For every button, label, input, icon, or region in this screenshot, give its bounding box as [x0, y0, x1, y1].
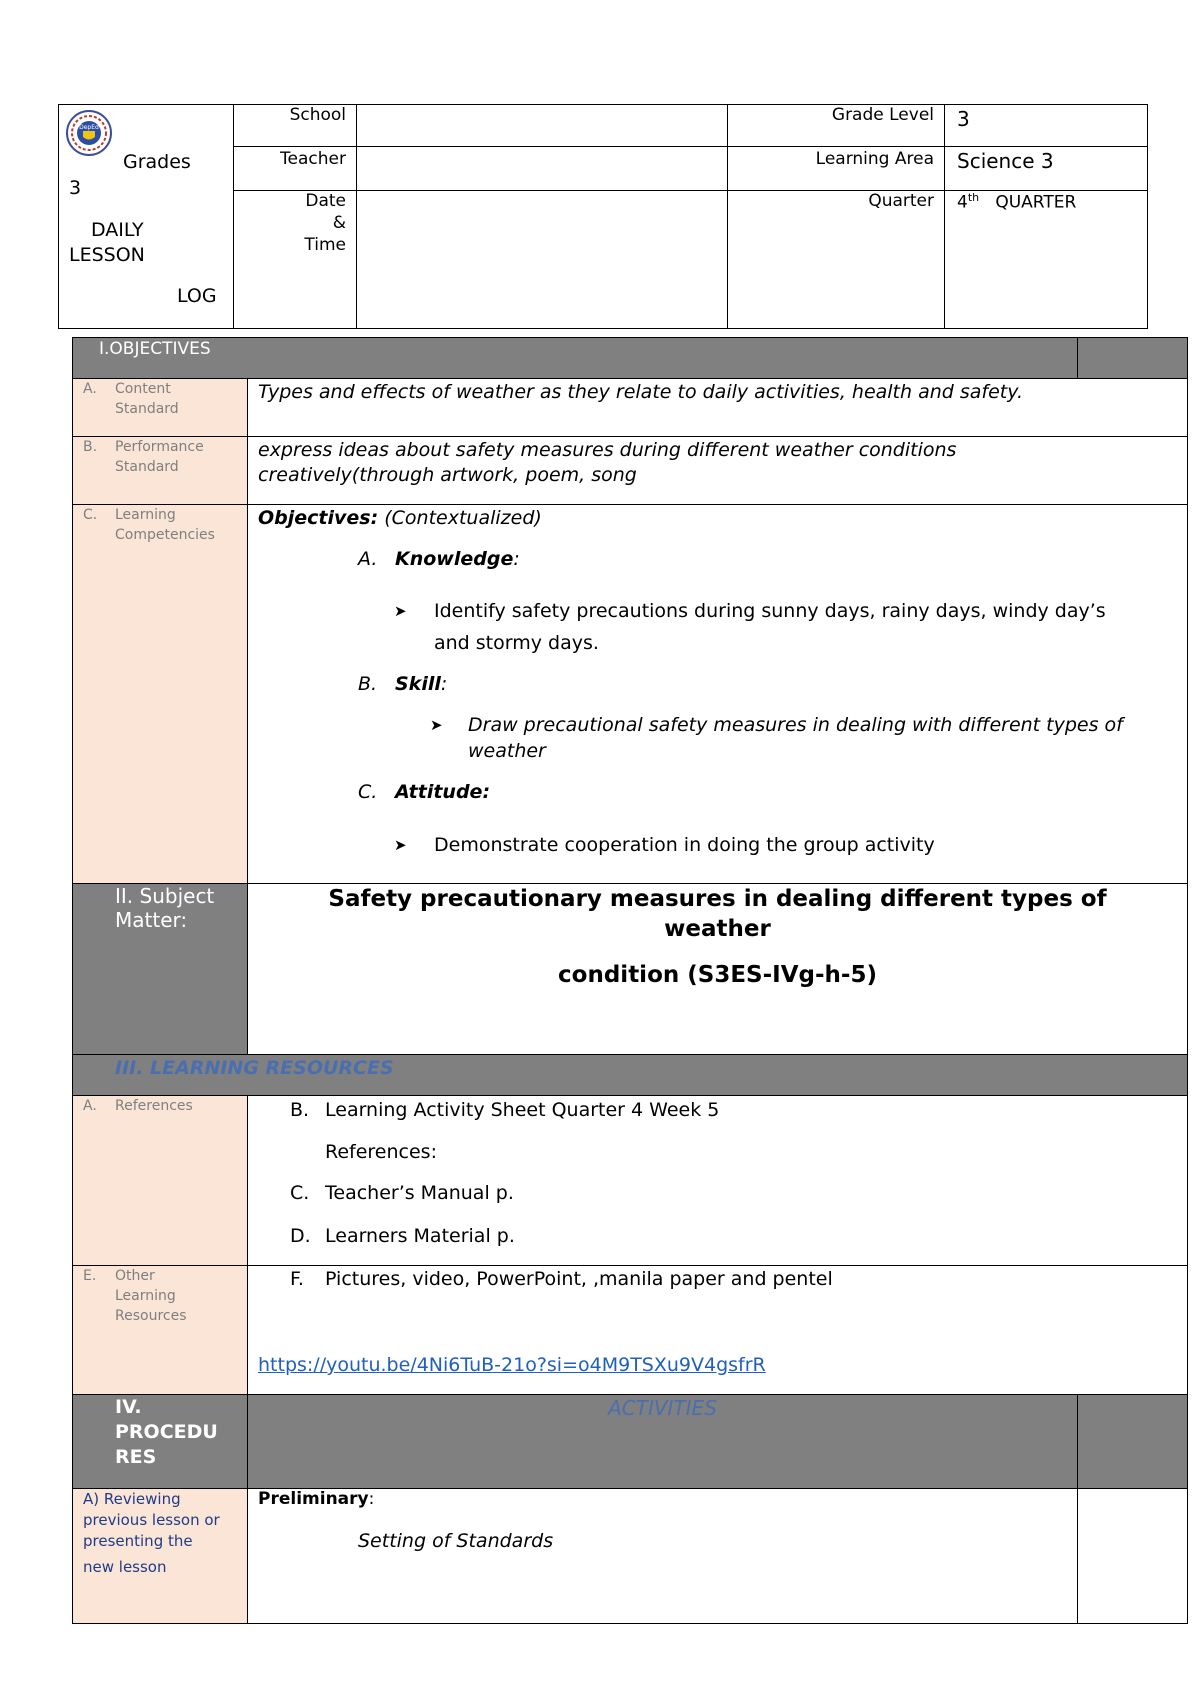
learning-competencies-label-2: Competencies [115, 527, 215, 543]
procedures-label-3: RES [115, 1446, 157, 1468]
reference-item-c-letter: C. [290, 1182, 310, 1204]
references-label [83, 1096, 193, 1116]
objectives-heading-extra-cell [1077, 337, 1188, 379]
grade-level-label-cell [727, 104, 945, 147]
attitude-letter: C. [358, 781, 378, 803]
reviewing-label-2: previous lesson or [83, 1511, 220, 1529]
reviewing-label-cell [72, 1488, 248, 1624]
quarter-label: Quarter [868, 191, 934, 211]
school-label: School [289, 105, 346, 125]
performance-standard-label-cell [72, 436, 248, 505]
reference-item-d-text: Learners Material p. [325, 1225, 515, 1247]
content-standard-text: Types and effects of weather as they relate to daily activities, health and safety. [258, 381, 1024, 403]
learning-area-value: Science 3 [957, 149, 1054, 173]
knowledge-item-1: Identify safety precautions during sunny days, rainy days, windy day’s [434, 600, 1106, 622]
learning-competencies-letter: C. [83, 507, 98, 523]
reviewing-label-3: presenting the [83, 1532, 193, 1550]
skill-bullet-icon: ➤ [430, 716, 443, 734]
objectives-heading: I.OBJECTIVES [99, 339, 211, 359]
objectives-title [258, 505, 542, 531]
preliminary-heading [258, 1489, 374, 1509]
quarter-number: 4 [957, 192, 968, 213]
skill-item-1: Draw precautional safety measures in dealing with different types of [468, 714, 1123, 736]
preliminary-colon: : [368, 1489, 375, 1509]
skill-label: Skill [395, 673, 441, 695]
objectives-heading-row [72, 337, 1078, 379]
youtube-link[interactable]: https://youtu.be/4Ni6TuB-21o?si=o4M9TSXu9V4gsfrR [258, 1354, 766, 1376]
content-standard-cell [247, 378, 1188, 437]
grade-level-label: Grade Level [831, 105, 934, 125]
attitude-item: Demonstrate cooperation in doing the group activity [434, 834, 935, 856]
knowledge-heading [358, 546, 520, 572]
title-daily: DAILY [91, 219, 144, 241]
quarter-text: QUARTER [995, 192, 1077, 213]
learning-area-label-cell [727, 146, 945, 191]
title-log: LOG [177, 285, 217, 307]
date-time-field[interactable] [356, 190, 728, 329]
references-label-cell [72, 1095, 248, 1266]
learning-area-label: Learning Area [815, 149, 934, 169]
content-standard-label-cell [72, 378, 248, 437]
time-label: Time [304, 235, 346, 255]
grade-level-value: 3 [957, 107, 970, 131]
learning-competencies-label-1: Learning [115, 507, 176, 523]
procedures-label [115, 1395, 218, 1470]
resource-item-f-text: Pictures, video, PowerPoint, ,manila paper and pentel [325, 1268, 833, 1290]
procedures-label-1: IV. [115, 1396, 142, 1418]
reviewing-label-4: new lesson [83, 1558, 167, 1576]
preliminary-label: Preliminary [258, 1489, 369, 1509]
deped-seal-icon [65, 109, 113, 157]
date-label: Date [305, 191, 346, 211]
subject-matter-title [248, 884, 1187, 990]
knowledge-letter: A. [358, 548, 378, 570]
date-ampersand: & [332, 213, 346, 233]
subject-matter-label-cell [72, 883, 248, 1055]
header-logo-cell [58, 104, 234, 329]
activities-extra-cell [1077, 1394, 1188, 1489]
other-resources-letter: E. [83, 1268, 97, 1284]
attitude-label: Attitude: [395, 781, 491, 803]
objectives-title-sub: (Contextualized) [378, 507, 542, 529]
procedures-label-cell [72, 1394, 248, 1489]
resource-item-f [290, 1266, 833, 1292]
other-resources-label [83, 1266, 187, 1326]
objectives-title-bold: Objectives: [258, 507, 379, 529]
activities-heading-cell [247, 1394, 1078, 1489]
school-field[interactable] [356, 104, 728, 147]
teacher-field[interactable] [356, 146, 728, 191]
content-standard-label [83, 379, 179, 419]
learning-area-field[interactable] [944, 146, 1148, 191]
learning-resources-heading-row [72, 1054, 1188, 1096]
references-sub: References: [325, 1141, 437, 1163]
reviewing-extra-cell [1077, 1488, 1188, 1624]
other-resources-label-cell [72, 1265, 248, 1395]
resource-item-f-letter: F. [290, 1268, 304, 1290]
references-letter: A. [83, 1098, 97, 1114]
knowledge-colon: : [513, 548, 520, 570]
title-grades: Grades [123, 151, 191, 173]
references-label-text: References [115, 1098, 193, 1114]
grade-level-field[interactable] [944, 104, 1148, 147]
performance-standard-label-2: Standard [115, 459, 179, 475]
title-lesson: LESSON [69, 244, 145, 266]
skill-letter: B. [358, 673, 378, 695]
knowledge-label: Knowledge [395, 548, 514, 570]
subject-matter-label [115, 884, 214, 932]
date-label-cell [233, 190, 357, 329]
procedures-label-2: PROCEDU [115, 1421, 218, 1443]
skill-item-2: weather [468, 740, 546, 762]
attitude-heading [358, 779, 490, 805]
learning-competencies-label-cell [72, 504, 248, 884]
content-standard-label-1: Content [115, 381, 171, 397]
subject-matter-cell [247, 883, 1188, 1055]
performance-standard-cell [247, 436, 1188, 505]
subject-matter-label-1: II. Subject [115, 884, 215, 908]
performance-standard-label-1: Performance [115, 439, 204, 455]
learning-competencies-cell [247, 504, 1188, 884]
svg-text:DepEd: DepEd [79, 124, 99, 131]
other-resources-label-2: Learning [115, 1288, 176, 1304]
references-cell [247, 1095, 1188, 1266]
other-resources-label-1: Other [115, 1268, 155, 1284]
quarter-label-cell [727, 190, 945, 329]
subject-matter-label-2: Matter: [115, 908, 188, 932]
subject-matter-title-1: Safety precautionary measures in dealing different types of [328, 886, 1107, 912]
skill-heading [358, 671, 447, 697]
teacher-label: Teacher [280, 149, 346, 169]
reference-item-b-letter: B. [290, 1099, 310, 1121]
other-resources-label-3: Resources [115, 1308, 187, 1324]
performance-standard-text-2: creatively(through artwork, poem, song [258, 464, 637, 486]
school-label-cell [233, 104, 357, 147]
reviewing-label [83, 1489, 220, 1582]
quarter-value [957, 191, 1076, 213]
quarter-field[interactable] [944, 190, 1148, 329]
learning-competencies-label [83, 505, 215, 545]
reference-item-c [290, 1180, 514, 1206]
other-resources-cell [247, 1265, 1188, 1395]
content-standard-label-2: Standard [115, 401, 179, 417]
reference-item-b-text: Learning Activity Sheet Quarter 4 Week 5 [325, 1099, 720, 1121]
learning-resources-heading: III. LEARNING RESOURCES [115, 1057, 394, 1079]
knowledge-item-2: and stormy days. [434, 632, 599, 654]
knowledge-bullet-icon: ➤ [394, 602, 407, 620]
attitude-bullet-icon: ➤ [394, 836, 407, 854]
subject-matter-title-3: condition (S3ES-IVg-h-5) [558, 962, 877, 988]
reference-item-b [290, 1097, 719, 1123]
title-grade-number: 3 [69, 177, 82, 199]
reference-item-d [290, 1223, 515, 1249]
performance-standard-letter: B. [83, 439, 98, 455]
teacher-label-cell [233, 146, 357, 191]
setting-of-standards: Setting of Standards [358, 1530, 554, 1552]
reference-item-d-letter: D. [290, 1225, 311, 1247]
activities-heading: ACTIVITIES [608, 1396, 717, 1420]
skill-colon: : [440, 673, 448, 695]
subject-matter-title-2: weather [664, 916, 771, 942]
reference-item-c-text: Teacher’s Manual p. [325, 1182, 514, 1204]
reviewing-label-1: A) Reviewing [83, 1490, 181, 1508]
quarter-suffix: th [967, 191, 980, 204]
content-standard-letter: A. [83, 381, 97, 397]
performance-standard-text-1: express ideas about safety measures during different weather conditions [258, 439, 957, 461]
reviewing-content-cell [247, 1488, 1078, 1624]
performance-standard-label [83, 437, 204, 477]
